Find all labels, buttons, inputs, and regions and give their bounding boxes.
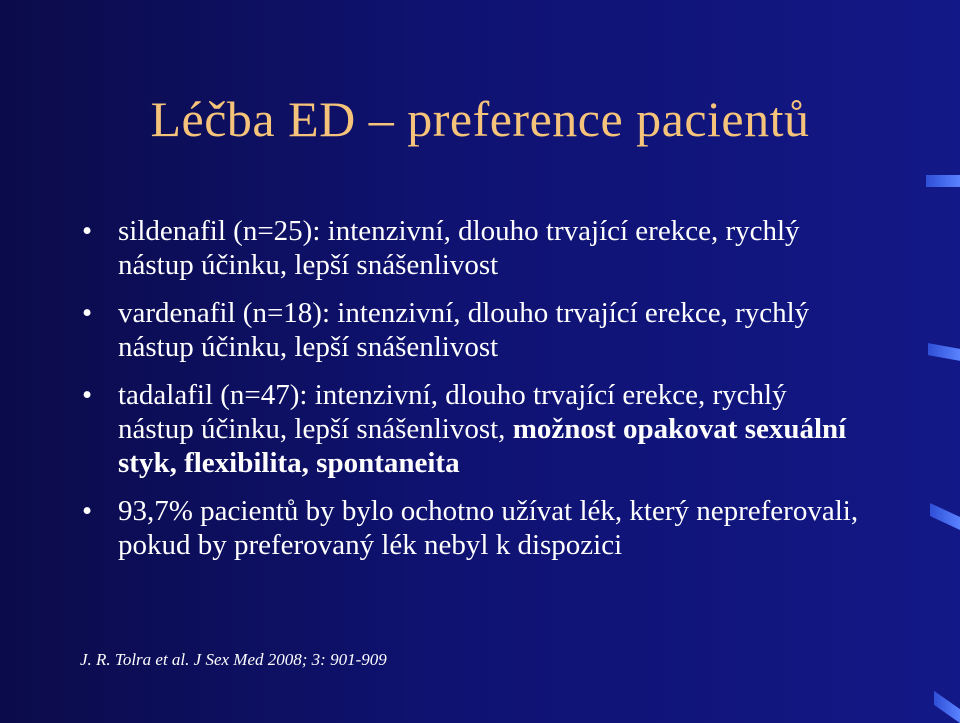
bullet-text: tadalafil (n=47): intenzivní, dlouho trvající erekce, rychlý nástup účinku, lepší snášenlivost, [118, 379, 787, 445]
bullet-item-tadalafil [78, 378, 868, 480]
bullet-text: vardenafil (n=18): intenzivní, dlouho trvající erekce, rychlý nástup účinku, lepší snášenlivost [118, 297, 810, 363]
bullet-marker: • [82, 379, 93, 411]
decorative-stripe [930, 503, 960, 530]
bullet-item-vardenafil [78, 296, 868, 364]
bullet-marker: • [82, 495, 93, 527]
bullet-text: 93,7% pacientů by bylo ochotno užívat lék, který nepreferovali, pokud by preferovaný lék nebyl k dispozici [118, 495, 859, 561]
bullet-text-bold: možnost opakovat sexuální styk, flexibilita, spontaneita [118, 413, 847, 479]
decorative-stripe [934, 691, 960, 723]
bullet-item-sildenafil [78, 214, 868, 282]
bullet-item-preference-stat [78, 494, 868, 562]
decorative-stripe [926, 175, 960, 187]
decorative-stripe [928, 343, 960, 361]
bullet-marker: • [82, 215, 93, 247]
citation: J. R. Tolra et al. J Sex Med 2008; 3: 901-909 [80, 650, 387, 669]
bullet-marker: • [82, 297, 93, 329]
bullet-list [78, 214, 868, 576]
bullet-text: sildenafil (n=25): intenzivní, dlouho trvající erekce, rychlý nástup účinku, lepší snášenlivost [118, 215, 800, 281]
slide-title: Léčba ED – preference pacientů [150, 91, 810, 147]
